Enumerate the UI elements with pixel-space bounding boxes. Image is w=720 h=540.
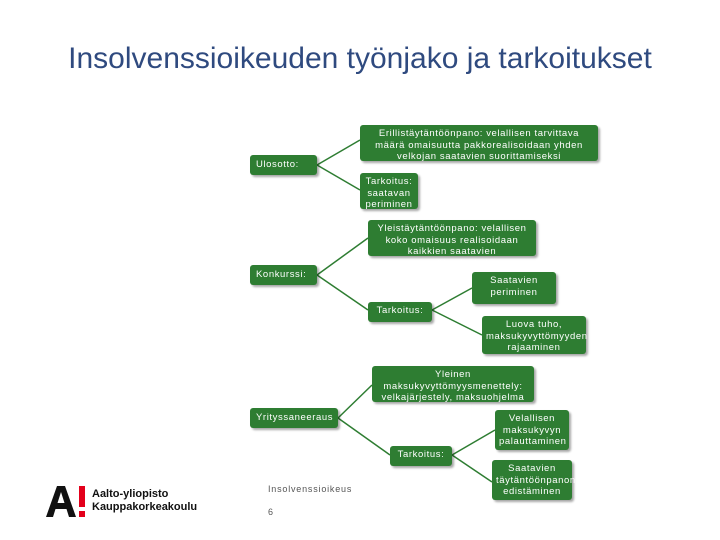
connector-konkurssi-yleis [317, 238, 368, 275]
box-konkurssi: Konkurssi: [250, 265, 317, 285]
box-ulosotto: Ulosotto: [250, 155, 317, 175]
connector-yritys-yleinen [338, 385, 372, 418]
connector-tarkoitus-luova [432, 310, 482, 335]
footer-text: Insolvenssioikeus [268, 484, 353, 494]
connector-ulosotto-tarkoitus [317, 165, 360, 190]
connector-tarkoitus-velallisen [452, 430, 495, 455]
box-saatavien-periminen: Saatavien periminen [472, 272, 556, 304]
box-luova-tuho: Luova tuho, maksukyvyttömyyden rajaaminen [482, 316, 586, 354]
box-tarkoitus-saatavan-periminen: Tarkoitus: saatavan periminen [360, 173, 418, 209]
box-erillistaytantoonpano: Erillistäytäntöönpano: velallisen tarvittava määrä omaisuutta pakkorealisoidaan yhden velkojan saatavien suorittamiseksi [360, 125, 598, 161]
box-yleistaytantoonpano: Yleistäytäntöönpano: velallisen koko omaisuus realisoidaan kaikkien saatavien suorittamiseksi [368, 220, 536, 256]
connector-tarkoitus-taytanto [452, 455, 492, 482]
connector-konkurssi-tarkoitus [317, 275, 368, 310]
aalto-logo-mark [44, 484, 88, 518]
connector-yritys-tarkoitus [338, 418, 390, 455]
box-tarkoitus-yritys: Tarkoitus: [390, 446, 452, 466]
box-velallisen-maksukyvyn-palauttaminen: Velallisen maksukyvyn palauttaminen [495, 410, 569, 450]
connector-tarkoitus-saatavien [432, 288, 472, 310]
aalto-logo [44, 484, 244, 520]
logo-line-2: Kauppakorkeakoulu [92, 501, 198, 513]
box-yleinen-maksukyvyttomyysmenettely: Yleinen maksukyvyttömyysmenettely: velkajärjestely, maksuohjelma [372, 366, 534, 402]
box-saatavien-taytantoonpanon-edistaminen: Saatavien täytäntöönpanon edistäminen [492, 460, 572, 500]
page-number: 6 [268, 507, 274, 517]
box-yrityssaneeraus: Yrityssaneeraus [250, 408, 338, 428]
page-title: Insolvenssioikeuden työnjako ja tarkoitukset [68, 42, 652, 75]
box-tarkoitus-konkurssi: Tarkoitus: [368, 302, 432, 322]
connector-ulosotto-erillis [317, 140, 360, 165]
logo-line-1: Aalto-yliopisto [92, 488, 169, 500]
